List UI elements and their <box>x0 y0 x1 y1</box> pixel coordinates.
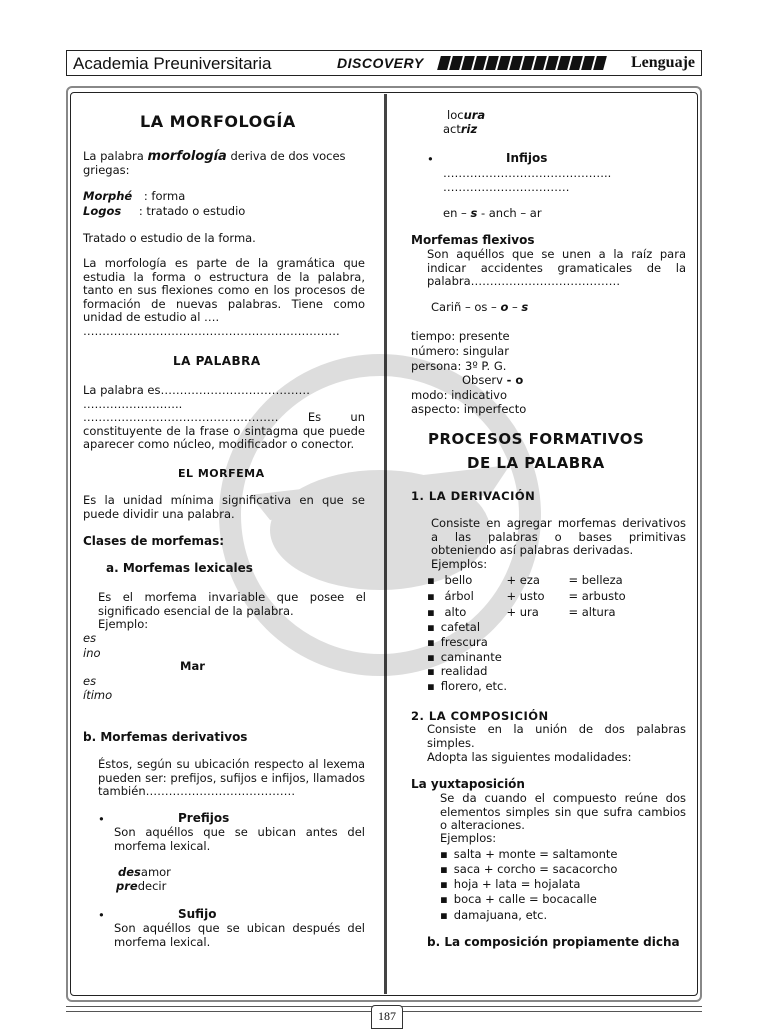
flexivos-heading: Morfemas flexivos <box>411 233 535 247</box>
example-actriz: actriz <box>443 122 478 136</box>
deriv-list-item: ▪ caminante <box>427 651 502 665</box>
palabra-line-2: …………………….. <box>83 397 183 411</box>
prefijos-bullet: • <box>98 812 105 826</box>
page-header <box>66 50 702 76</box>
yuxtaposicion-heading: La yuxtaposición <box>411 777 525 791</box>
title-morfema: EL MORFEMA <box>178 467 265 480</box>
morfologia-dots: …………………………………………………………. <box>83 324 340 338</box>
prefijos-heading: Prefijos <box>178 811 230 825</box>
derivativos-paragraph: Éstos, según su ubicación respecto al lexema pueden ser: prefijos, sufijos e infijos, llamados también………………………………… <box>98 757 365 798</box>
deriv-list-item: ▪ frescura <box>427 636 488 650</box>
lexicales-heading: a. Morfemas lexicales <box>106 561 253 575</box>
title-palabra: LA PALABRA <box>173 354 261 368</box>
tratado-line: Tratado o estudio de la forma. <box>83 231 256 245</box>
example-itimo: ítimo <box>83 688 113 702</box>
term-morfologia: morfología <box>147 149 227 164</box>
derivacion-heading: 1. LA DERIVACIÓN <box>411 489 536 503</box>
deriv-example-1: ▪ bello + eza = belleza <box>427 574 623 588</box>
ejemplos-label: Ejemplos: <box>431 557 488 571</box>
deriv-list-item: ▪ florero, etc. <box>427 680 507 694</box>
example-es-2: es <box>83 674 97 688</box>
composicion-heading: 2. LA COMPOSICIÓN <box>411 709 549 723</box>
sufijo-heading: Sufijo <box>178 907 217 921</box>
morfologia-paragraph: La morfología es parte de la gramática que estudia la forma o estructura de la palabra, tanto en sus flexiones como en los procesos de formación de nuevas palabras. Tiene como unidad de estudio al …. <box>83 256 365 324</box>
infijos-heading: Infijos <box>506 151 548 165</box>
morfema-paragraph: Es la unidad mínima significativa en que se puede dividir una palabra. <box>83 493 365 521</box>
clases-heading: Clases de morfemas: <box>83 534 225 548</box>
deriv-list-item: ▪ cafetal <box>427 621 480 635</box>
ejemplos-label-2: Ejemplos: <box>440 831 497 845</box>
palabra-paragraph: …………………………………………… Es un constituyente de la frase o sintagma que puede aparecer como núcleo, modificador o conector. <box>83 410 365 451</box>
yuxta-list-item: ▪ saca + corcho = sacacorcho <box>440 863 617 877</box>
prefijos-paragraph: Son aquéllos que se ubican antes del morfema lexical. <box>114 825 365 853</box>
persona-line: persona: 3º P. G. <box>411 359 507 373</box>
title-procesos-2: DE LA PALABRA <box>467 454 605 472</box>
deriv-example-3: ▪ alto + ura = altura <box>427 606 616 620</box>
example-desamor: desamor <box>118 865 171 879</box>
example-es-1: es <box>83 631 97 645</box>
title-morfologia: LA MORFOLOGÍA <box>140 112 296 131</box>
term-morphe: Morphé <box>83 189 133 203</box>
title-procesos-1: PROCESOS FORMATIVOS <box>428 430 645 448</box>
composicion-adopta: Adopta las siguientes modalidades: <box>427 750 632 764</box>
example-mar: Mar <box>180 659 205 673</box>
yuxtaposicion-paragraph: Se da cuando el compuesto reúne dos elementos simples sin que sufra cambios o alteraciones. <box>440 791 686 832</box>
yuxta-list-item: ▪ hoja + lata = hojalata <box>440 878 580 892</box>
example-ensanchar: en – s - anch – ar <box>443 206 542 220</box>
example-carinosos: Cariñ – os – o – s <box>431 300 529 314</box>
subject-name: Lenguaje <box>631 54 695 71</box>
deriv-list-item: ▪ realidad <box>427 665 487 679</box>
composicion-propia-heading: b. La composición propiamente dicha <box>427 935 680 949</box>
infijos-dots-1: …………………………………….. <box>443 166 612 180</box>
morphe-line: Morphé : forma <box>83 189 186 203</box>
term-logos: Logos <box>83 204 122 218</box>
sufijo-paragraph: Son aquéllos que se ubican después del morfema lexical. <box>114 921 365 949</box>
yuxta-list-item: ▪ boca + calle = bocacalle <box>440 893 597 907</box>
yuxta-list-item: ▪ damajuana, etc. <box>440 909 547 923</box>
brand-name: DISCOVERY <box>337 55 424 71</box>
derivativos-heading: b. Morfemas derivativos <box>83 730 248 744</box>
infijos-dots-2: …………………………… <box>443 180 570 194</box>
derivacion-paragraph: Consiste en agregar morfemas derivativos a las palabras o bases primitivas obteniendo así palabras derivadas. <box>431 516 686 557</box>
deriv-example-2: ▪ árbol + usto = arbusto <box>427 590 626 604</box>
page-number: 187 <box>371 1005 403 1029</box>
intro-line-1: La palabra morfología deriva de dos voces griegas: <box>83 149 346 177</box>
infijos-bullet: • <box>427 152 434 166</box>
example-predecir: predecir <box>116 879 167 893</box>
composicion-paragraph: Consiste en la unión de dos palabras simples. <box>427 722 686 750</box>
lexicales-paragraph: Es el morfema invariable que posee el significado esencial de la palabra. <box>98 590 366 618</box>
observo-line: Observ - o <box>462 373 524 387</box>
flexivos-paragraph: Son aquéllos que se unen a la raíz para indicar accidentes gramaticales de la palabra………………………………… <box>427 247 686 288</box>
ejemplo-label: Ejemplo: <box>98 617 149 631</box>
logos-line: Logos : tratado o estudio <box>83 204 246 218</box>
numero-line: número: singular <box>411 344 509 358</box>
palabra-line-1: La palabra es………………………………… <box>83 383 310 397</box>
academy-name: Academia Preuniversitaria <box>73 54 272 73</box>
example-ino: ino <box>83 646 101 660</box>
modo-line: modo: indicativo <box>411 388 507 402</box>
header-decoration <box>439 56 605 70</box>
sufijo-bullet: • <box>98 908 105 922</box>
tiempo-line: tiempo: presente <box>411 329 510 343</box>
example-locura: locura <box>447 108 486 122</box>
aspecto-line: aspecto: imperfecto <box>411 402 527 416</box>
yuxta-list-item: ▪ salta + monte = saltamonte <box>440 848 618 862</box>
